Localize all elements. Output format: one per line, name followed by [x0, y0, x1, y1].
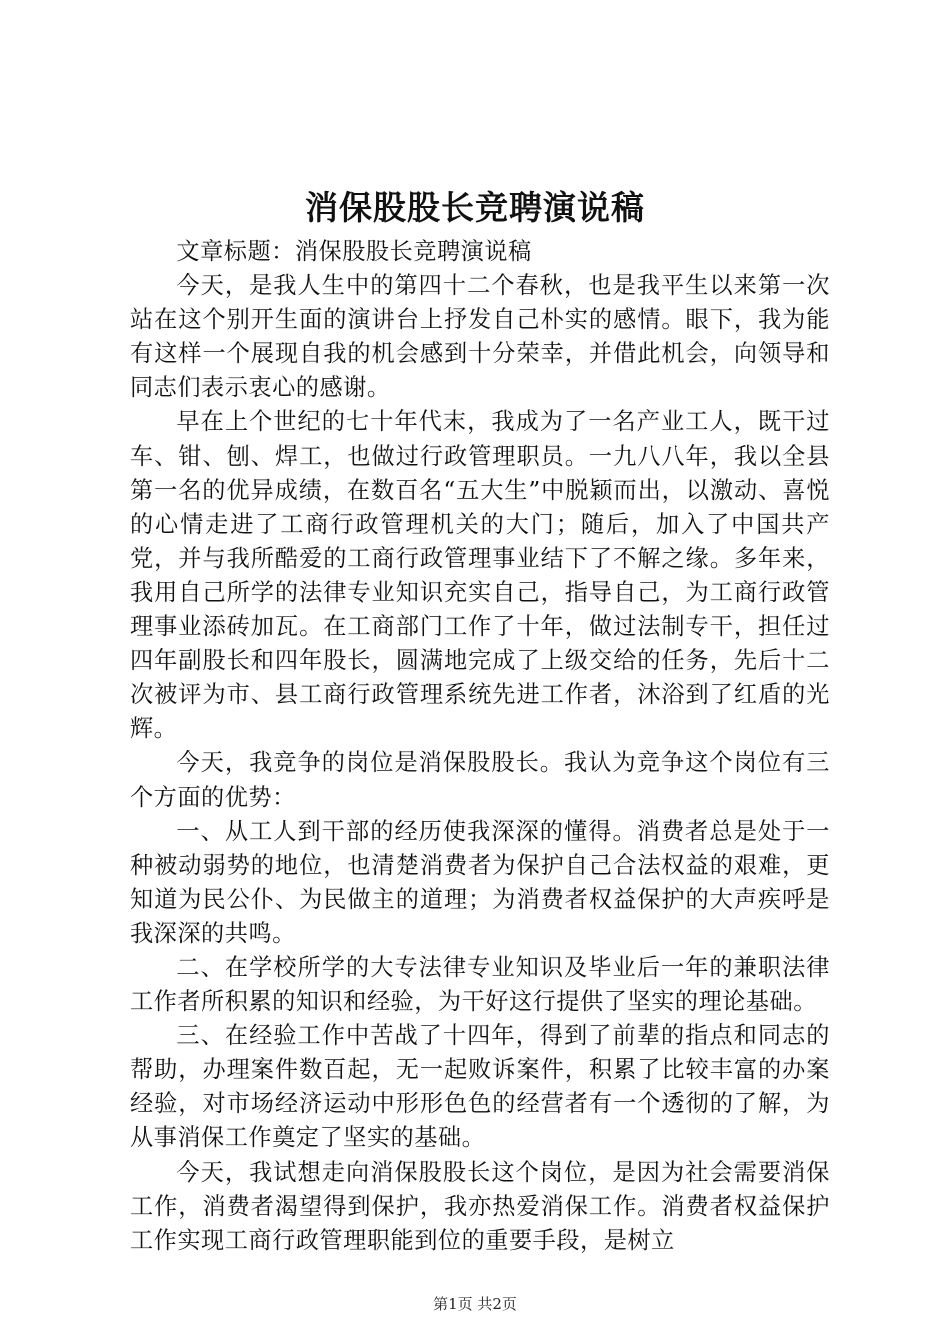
paragraph-motivation: 今天，我试想走向消保股股长这个岗位，是因为社会需要消保工作，消费者渴望得到保护，我亦热爱消保工作。消费者权益保护工作实现工商行政管理职能到位的重要手段，是树立: [130, 1158, 830, 1254]
paragraph-article-title: 文章标题：消保股股长竞聘演说稿: [176, 238, 532, 265]
paragraph-background: 早在上个世纪的七十年代末，我成为了一名产业工人，既干过车、钳、刨、焊工，也做过行政管理职员。一九八八年，我以全县第一名的优异成绩，在数百名“五大生”中脱颖而出，以激动、喜悦的心情走进了工商行政管理机关的大门；随后，加入了中国共产党，并与我所酷爱的工商行政管理事业结下了不解之缘。多年来，我用自己所学的法律专业知识充实自己，指导自己，为工商行政管理事业添砖加瓦。在工商部门工作了十年，做过法制专干，担任过四年副股长和四年股长，圆满地完成了上级交给的任务，先后十二次被评为市、县工商行政管理系统先进工作者，沐浴到了红盾的光辉。: [130, 408, 830, 743]
paragraph-position: 今天，我竞争的岗位是消保股股长。我认为竞争这个岗位有三个方面的优势：: [130, 749, 830, 811]
page-footer: 第1页 共2页: [433, 1295, 517, 1313]
document-title: 消保股股长竞聘演说稿: [305, 188, 645, 227]
paragraph-introduction: 今天，是我人生中的第四十二个春秋，也是我平生以来第一次站在这个别开生面的演讲台上抒发自己朴实的感情。眼下，我为能有这样一个展现自我的机会感到十分荣幸，并借此机会，向领导和同志们表示衷心的感谢。: [130, 272, 830, 402]
paragraph-advantage-one: 一、从工人到干部的经历使我深深的懂得。消费者总是处于一种被动弱势的地位，也清楚消费者为保护自己合法权益的艰难，更知道为民公仆、为民做主的道理；为消费者权益保护的大声疾呼是我深深的共鸣。: [130, 817, 830, 947]
paragraph-advantage-two: 二、在学校所学的大专法律专业知识及毕业后一年的兼职法律工作者所积累的知识和经验，为干好这行提供了坚实的理论基础。: [130, 953, 830, 1016]
paragraph-advantage-three: 三、在经验工作中苦战了十四年，得到了前辈的指点和同志的帮助，办理案件数百起，无一起败诉案件，积累了比较丰富的办案经验，对市场经济运动中形形色色的经营者有一个透彻的了解，为从事消保工作奠定了坚实的基础。: [130, 1022, 830, 1152]
document-body: [130, 235, 830, 1258]
